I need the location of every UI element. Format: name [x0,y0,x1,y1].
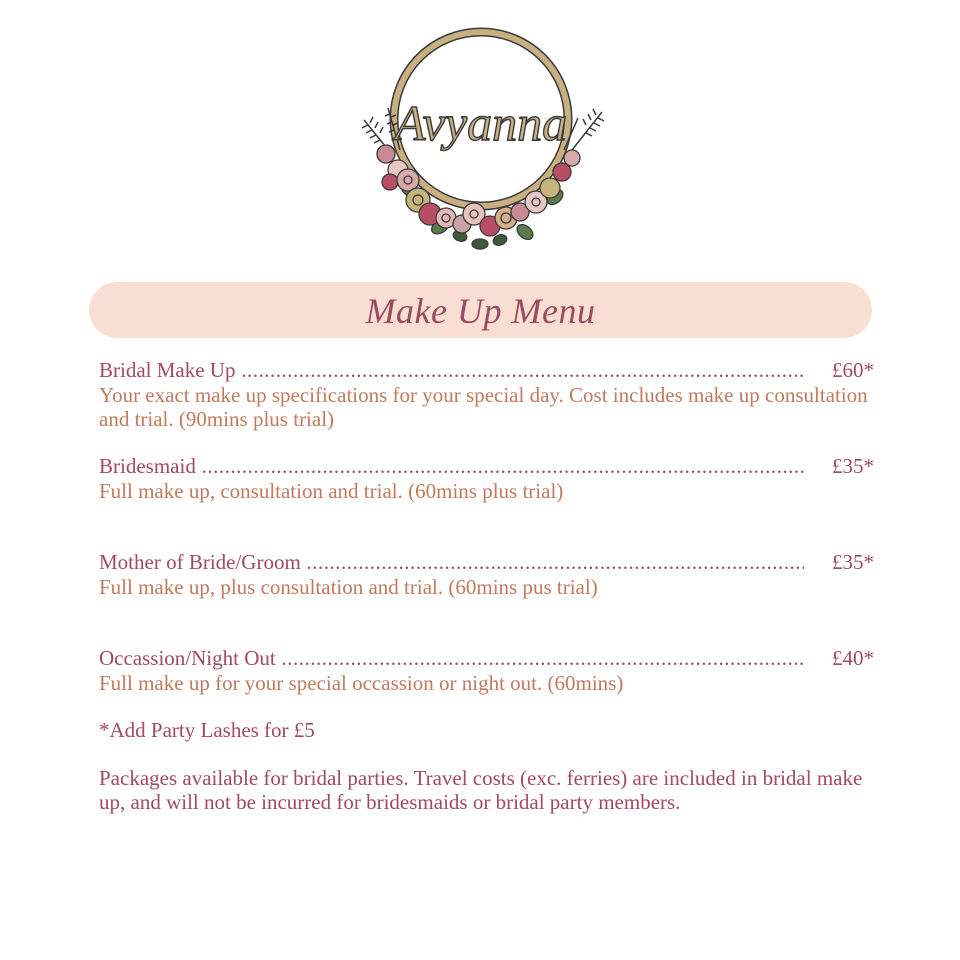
item-description: Full make up, plus consultation and trial. (60mins pus trial) [99,575,598,599]
menu-item-bridesmaid [99,453,874,503]
menu-item-mother-of-bride [99,549,874,599]
item-description: Full make up, consultation and trial. (60mins plus trial) [99,479,564,503]
item-name: Occassion/Night Out ..... [99,645,804,671]
menu-title-banner [89,282,872,338]
item-description: Your exact make up specifications for your special day. Cost includes make up consultation and trial. (90mins plus trial) [99,383,868,431]
item-description: Full make up for your special occassion or night out. (60mins) [99,671,624,695]
item-price: £60* [832,358,874,382]
packages-note: Packages available for bridal parties. Travel costs (exc. ferries) are included in bridal make up, and will not be incurred for bridesmaids or bridal party members. [99,766,863,814]
item-price: £40* [832,646,874,670]
menu-item-occasion [99,645,874,695]
item-name: Bridesmaid ..... [99,453,804,479]
item-name: Bridal Make Up ..... [99,357,804,383]
item-name: Mother of Bride/Groom ..... [99,549,804,575]
item-price: £35* [832,550,874,574]
menu-title: Make Up Menu [365,291,596,331]
item-price: £35* [832,454,874,478]
party-lashes-note: *Add Party Lashes for £5 [99,718,315,742]
menu-item-bridal [99,357,874,431]
logo-text: Avyanna [394,95,568,151]
avyanna-logo [350,22,612,262]
